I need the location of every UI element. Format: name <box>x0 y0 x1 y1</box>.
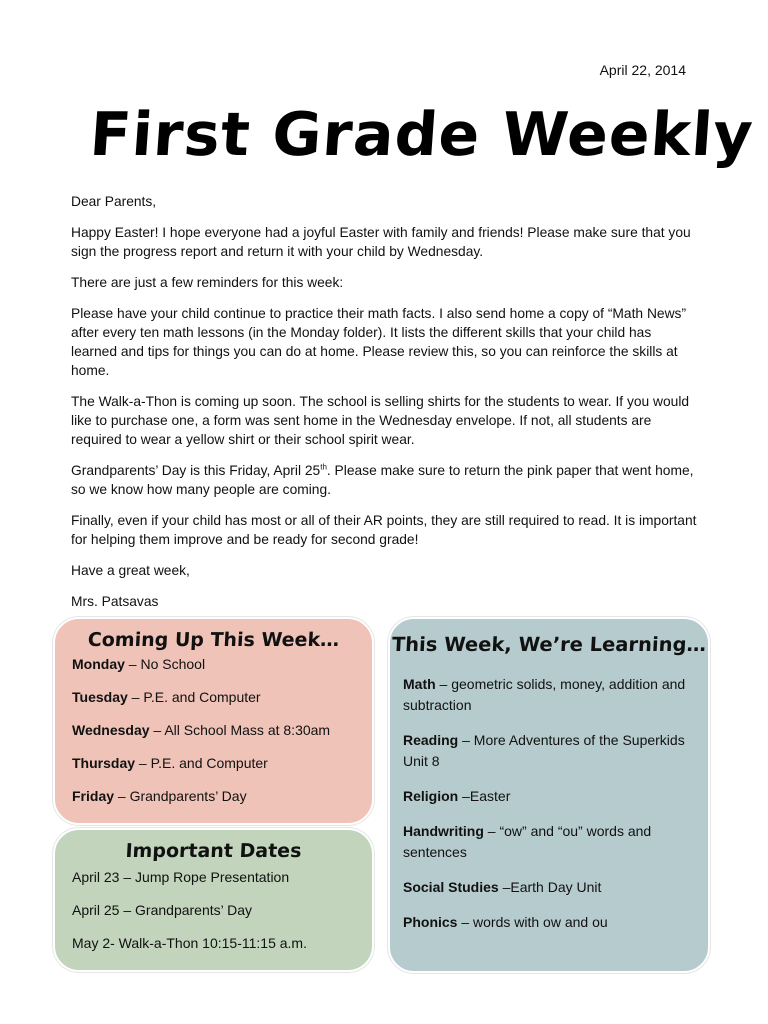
list-item <box>403 674 692 716</box>
subject-topic: – More Adventures of the Superkids Unit 8 <box>403 732 685 769</box>
day-event: – Grandparents’ Day <box>114 788 247 804</box>
letter-closing: Have a great week, <box>71 563 190 578</box>
day-event: – P.E. and Computer <box>135 755 268 771</box>
subject-label: Handwriting <box>403 823 484 839</box>
list-item <box>403 877 692 898</box>
important-dates-list <box>72 868 372 952</box>
learning-list <box>403 674 692 933</box>
subject-topic: –Easter <box>458 788 511 804</box>
letter-paragraph-grandparents <box>71 461 697 499</box>
list-item <box>72 787 372 805</box>
letter-paragraph-reminders: There are just a few reminders for this week: <box>71 275 344 290</box>
subject-topic: – geometric solids, money, addition and subtraction <box>403 676 686 713</box>
subject-topic: –Earth Day Unit <box>498 879 602 895</box>
subject-topic: – “ow” and “ou” words and sentences <box>403 823 652 860</box>
subject-label: Math <box>403 676 436 692</box>
newsletter-title: First Grade Weekly <box>87 100 756 170</box>
important-dates-title: Important Dates <box>124 840 303 862</box>
letter-greeting: Dear Parents, <box>71 194 157 209</box>
list-item <box>403 786 692 807</box>
ordinal-suffix: th <box>320 462 327 472</box>
day-label: Monday <box>72 656 125 672</box>
letter-paragraph-reading: Finally, even if your child has most or all of their AR points, they are still required to read. It is important for helping them improve and be ready for second grade! <box>71 513 697 547</box>
letter-paragraph-math: Please have your child continue to practice their math facts. I also send home a copy of “Math News” after every ten math lessons (in the Monday folder). It lists the different skills that your child has learned and tips for things you can do at home. Please review this, so you can reinforce the skills at home. <box>71 306 687 378</box>
letter-body <box>71 192 697 623</box>
subject-label: Phonics <box>403 914 458 930</box>
day-event: – P.E. and Computer <box>127 689 261 705</box>
subject-label: Religion <box>403 788 459 804</box>
list-item <box>72 655 372 673</box>
coming-up-box <box>53 617 374 825</box>
subject-label: Reading <box>403 732 459 748</box>
list-item <box>403 821 692 863</box>
subject-topic: – words with ow and ou <box>457 914 608 930</box>
list-item: April 23 – Jump Rope Presentation <box>72 869 290 885</box>
day-label: Thursday <box>72 755 136 771</box>
day-event: – No School <box>124 656 206 672</box>
day-label: Friday <box>72 788 115 804</box>
learning-title: This Week, We’re Learning… <box>391 633 707 656</box>
list-item <box>403 912 692 933</box>
list-item <box>72 754 372 772</box>
grandparents-text-end: . Please make sure to return the pink paper that went home, so we know how many people are coming. <box>71 463 694 497</box>
letter-signature: Mrs. Patsavas <box>71 594 159 609</box>
important-dates-box <box>53 828 374 972</box>
coming-up-title: Coming Up This Week… <box>87 629 340 651</box>
grandparents-text-start: Grandparents’ Day is this Friday, April 25 <box>71 463 321 478</box>
coming-up-list <box>72 655 372 805</box>
day-event: – All School Mass at 8:30am <box>149 722 331 738</box>
day-label: Wednesday <box>72 722 150 738</box>
day-label: Tuesday <box>72 689 128 705</box>
newsletter-date: April 22, 2014 <box>599 62 686 78</box>
list-item <box>403 730 692 772</box>
learning-box <box>388 617 710 973</box>
subject-label: Social Studies <box>403 879 499 895</box>
letter-paragraph-walkathon: The Walk-a-Thon is coming up soon. The school is selling shirts for the students to wear. If you would like to purchase one, a form was sent home in the Wednesday envelope. If not, all students are required to wear a yellow shirt or their school spirit wear. <box>71 394 690 447</box>
list-item <box>72 688 372 706</box>
list-item: April 25 – Grandparents’ Day <box>72 902 253 918</box>
list-item <box>72 721 372 739</box>
letter-paragraph-easter: Happy Easter! I hope everyone had a joyful Easter with family and friends! Please make sure that you sign the progress report and return it with your child by Wednesday. <box>71 225 691 259</box>
list-item: May 2- Walk-a-Thon 10:15-11:15 a.m. <box>72 935 307 951</box>
